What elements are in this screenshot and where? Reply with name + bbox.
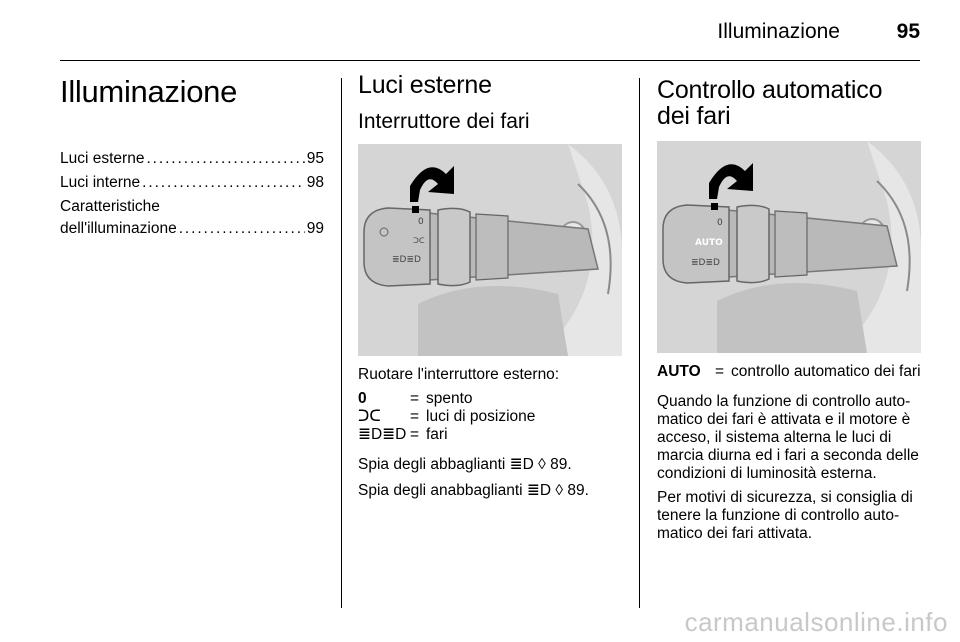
equals-sign: = bbox=[410, 426, 420, 443]
auto-light-switch-figure bbox=[657, 141, 921, 353]
column-divider bbox=[341, 78, 342, 608]
definition-row bbox=[358, 390, 622, 408]
off-symbol: 0 bbox=[358, 390, 367, 407]
toc-leader bbox=[146, 148, 304, 170]
switch-positions-list bbox=[358, 390, 622, 444]
header-title: Illuminazione bbox=[717, 20, 840, 43]
high-beam-icon: ≣D bbox=[509, 456, 534, 473]
toc-label: Luci interne bbox=[60, 174, 141, 191]
toc-page: 98 bbox=[306, 174, 324, 191]
exterior-lights-column bbox=[358, 72, 622, 500]
chapter-column bbox=[60, 72, 324, 242]
toc-entry[interactable] bbox=[60, 172, 324, 194]
low-beam-indicator-text bbox=[358, 482, 622, 500]
toc-leader bbox=[142, 172, 305, 194]
toc-label: dell'illuminazione bbox=[60, 220, 177, 237]
headlight-icon: ≣D≣D bbox=[358, 426, 407, 443]
figure-label-headlights: ≣D≣D bbox=[392, 255, 421, 265]
figure-label-off: 0 bbox=[717, 218, 723, 228]
subsection-title: Interruttore dei fari bbox=[358, 110, 530, 133]
toc-label-line1: Caratteristiche bbox=[60, 198, 160, 215]
light-switch-figure bbox=[358, 144, 622, 356]
body-text: Spia degli abbaglianti bbox=[358, 456, 510, 473]
toc-entry[interactable] bbox=[60, 196, 324, 240]
chapter-title: Illuminazione bbox=[60, 74, 238, 109]
equals-sign: = bbox=[410, 408, 420, 425]
header-rule bbox=[60, 60, 920, 61]
section-title: Controllo automatico dei fari bbox=[657, 76, 883, 130]
figure-label-headlights: ≣D≣D bbox=[691, 258, 720, 268]
definition-text: luci di posizione bbox=[426, 408, 536, 425]
watermark: carmanualsonline.info bbox=[684, 607, 948, 637]
equals-sign: = bbox=[410, 390, 420, 407]
page-number: 95 bbox=[896, 20, 920, 43]
definition-row bbox=[358, 408, 622, 426]
section-title: Luci esterne bbox=[358, 71, 492, 99]
toc-leader bbox=[179, 218, 305, 240]
auto-definition-list bbox=[657, 363, 921, 381]
parking-light-icon: ᑐᑕ bbox=[358, 408, 381, 425]
definition-text: fari bbox=[426, 426, 448, 443]
safety-paragraph: Per motivi di sicurezza, si consiglia di tenere la funzione di controllo auto-matico dei fari attivata. bbox=[657, 489, 913, 542]
definition-text: controllo automatico dei fari bbox=[731, 363, 921, 380]
auto-lights-column bbox=[657, 72, 921, 543]
auto-light-stalk-illustration bbox=[657, 141, 921, 353]
figure-label-off: 0 bbox=[418, 217, 424, 227]
auto-function-paragraph: Quando la funzione di controllo auto-matico dei fari è attivata e il motore è acceso, il sistema alterna le luci di marcia diurna ed i fari a seconda delle condizioni di luminosità esterna. bbox=[657, 393, 919, 482]
page-reference[interactable]: ◊ 89. bbox=[551, 482, 589, 499]
body-text: Spia degli anabbaglianti bbox=[358, 482, 527, 499]
low-beam-icon: ≣D bbox=[526, 482, 552, 499]
toc-page: 99 bbox=[306, 220, 324, 237]
high-beam-indicator-text bbox=[358, 456, 622, 474]
figure-label-parking: ᑐᑕ bbox=[413, 236, 425, 245]
page-reference[interactable]: ◊ 89. bbox=[533, 456, 572, 473]
definition-row bbox=[657, 363, 921, 381]
definition-text: spento bbox=[426, 390, 473, 407]
equals-sign: = bbox=[715, 363, 725, 380]
toc-page: 95 bbox=[306, 150, 324, 167]
toc-entry[interactable] bbox=[60, 148, 324, 170]
table-of-contents bbox=[60, 148, 324, 240]
column-divider bbox=[639, 78, 640, 608]
definition-row bbox=[358, 426, 622, 444]
auto-term: AUTO bbox=[657, 363, 701, 380]
figure-label-auto: AUTO bbox=[695, 238, 723, 248]
light-stalk-illustration bbox=[358, 144, 622, 356]
intro-text: Ruotare l'interruttore esterno: bbox=[358, 366, 560, 383]
toc-label: Luci esterne bbox=[60, 150, 145, 167]
